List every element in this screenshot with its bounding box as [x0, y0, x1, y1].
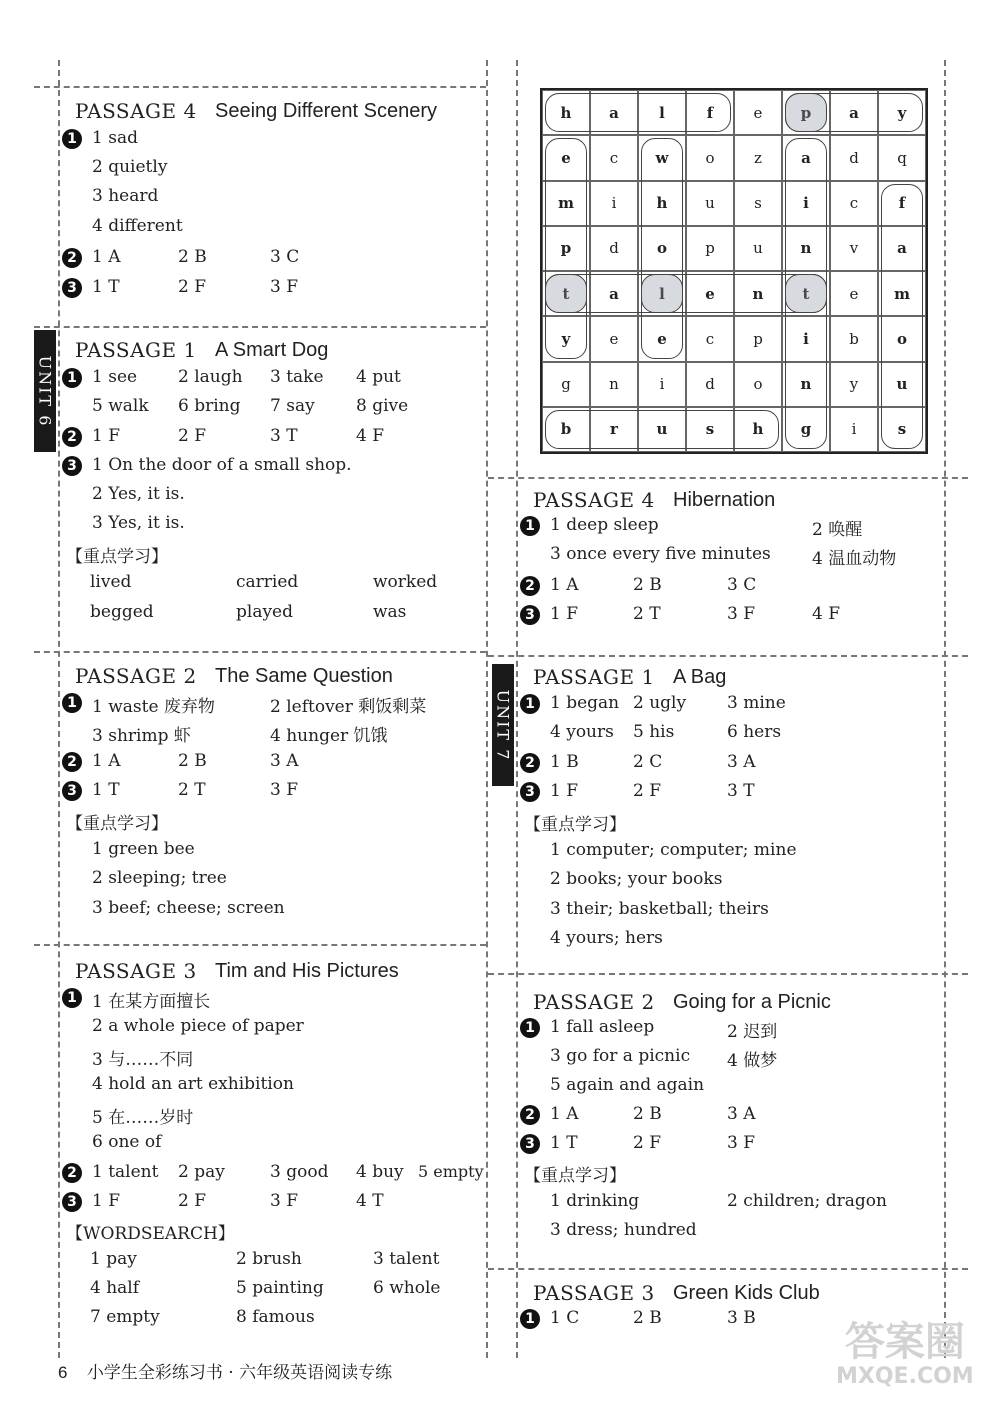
grid-cell: o [638, 226, 686, 271]
section-3-marker: 3 [62, 781, 82, 801]
divider [34, 86, 486, 88]
answer: 2 C [633, 752, 663, 772]
answer: 3 F [270, 780, 299, 800]
answer: 2 F [633, 1133, 662, 1153]
grid-cell: h [638, 181, 686, 226]
answer: 7 say [270, 396, 315, 416]
answer: 3 dress; hundred [550, 1220, 697, 1240]
section-2-marker: 2 [62, 752, 82, 772]
passage-title: A Bag [673, 666, 727, 688]
answer: 1 A [92, 751, 121, 771]
grid-cell: r [590, 407, 638, 452]
grid-cell: u [686, 181, 734, 226]
answer: 2 B [633, 1308, 662, 1328]
answer: 1 pay [90, 1249, 137, 1269]
passage-title: Green Kids Club [673, 1282, 820, 1304]
answer: 3 C [727, 575, 757, 595]
grid-cell: e [830, 271, 878, 316]
answer: 1 T [92, 780, 120, 800]
grid-cell: a [590, 90, 638, 135]
answer: 4 做梦 [727, 1051, 778, 1071]
grid-cell: p [782, 90, 830, 135]
grid-cell: g [782, 407, 830, 452]
grid-cell: d [590, 226, 638, 271]
section-1-marker: 1 [520, 694, 540, 714]
answer: 2 sleeping; tree [92, 868, 227, 888]
grid-cell: c [686, 316, 734, 361]
grid-cell: s [878, 407, 926, 452]
grid-cell: b [542, 407, 590, 452]
answer: 2 迟到 [727, 1022, 778, 1042]
answer: 2 a whole piece of paper [92, 1016, 304, 1036]
answer: 4 hold an art exhibition [92, 1074, 294, 1094]
answer: 1 F [550, 781, 579, 801]
answer: 3 B [727, 1308, 756, 1328]
answer: 2 B [178, 247, 207, 267]
grid-cell: m [542, 181, 590, 226]
answer: 3 C [270, 247, 300, 267]
answer: 1 green bee [92, 839, 195, 859]
grid-cell: v [830, 226, 878, 271]
answer: 3 go for a picnic [550, 1046, 691, 1066]
section-2-marker: 2 [62, 1163, 82, 1183]
answer: 4 F [356, 426, 385, 446]
answer: 6 one of [92, 1132, 162, 1152]
section-1-marker: 1 [520, 1018, 540, 1038]
passage-number: PASSAGE 4 [533, 488, 655, 512]
answer: 1 sad [92, 128, 138, 148]
section-2-marker: 2 [62, 427, 82, 447]
passage-title: Seeing Different Scenery [215, 100, 437, 122]
answer: 2 T [633, 604, 661, 624]
section-2-marker: 2 [62, 248, 82, 268]
section-1-marker: 1 [62, 693, 82, 713]
answer: 1 drinking [550, 1191, 640, 1211]
answer: 3 mine [727, 693, 786, 713]
grid-cell: p [542, 226, 590, 271]
unit-7-tab [492, 664, 514, 786]
answer: 1 deep sleep [550, 515, 659, 535]
grid-cell: l [638, 271, 686, 316]
grid-cell: t [782, 271, 830, 316]
divider [34, 326, 486, 328]
grid-cell: i [638, 362, 686, 407]
grid-cell: n [734, 271, 782, 316]
grid-cell: a [590, 271, 638, 316]
grid-cell: i [782, 181, 830, 226]
watermark-logo: 答案圈 [844, 1319, 965, 1365]
answer: 3 beef; cheese; screen [92, 898, 285, 918]
answer: 2 brush [236, 1249, 302, 1269]
grid-cell: n [782, 226, 830, 271]
grid-cell: e [590, 316, 638, 361]
answer: 1 see [92, 367, 138, 387]
answer: 3 F [727, 1133, 756, 1153]
section-3-marker: 3 [62, 1192, 82, 1212]
answer: 1 On the door of a small shop. [92, 455, 352, 475]
answer: 1 A [92, 247, 121, 267]
grid-cell: q [878, 135, 926, 180]
passage-number: PASSAGE 1 [533, 665, 655, 689]
grid-cell: h [734, 407, 782, 452]
section-2-marker: 2 [520, 1105, 540, 1125]
key-points-heading: 【重点学习】 [524, 815, 626, 835]
answer: 7 empty [90, 1307, 160, 1327]
grid-cell: f [686, 90, 734, 135]
passage-heading [75, 99, 437, 123]
grid-cell: w [638, 135, 686, 180]
answer: 1 computer; computer; mine [550, 840, 797, 860]
answer: played [236, 602, 294, 622]
passage-heading [533, 488, 776, 512]
passage-heading [533, 665, 727, 689]
section-1-marker: 1 [62, 988, 82, 1008]
answer: 1 began [550, 693, 620, 713]
grid-cell: n [590, 362, 638, 407]
grid-cell: e [734, 90, 782, 135]
answer: 4 buy [356, 1162, 404, 1182]
divider [34, 651, 486, 653]
passage-heading [75, 664, 393, 688]
section-3-marker: 3 [520, 1134, 540, 1154]
passage-number: PASSAGE 2 [75, 664, 197, 688]
answer: 4 yours [550, 722, 614, 742]
grid-cell: i [830, 407, 878, 452]
answer: worked [373, 572, 438, 592]
answer: 6 whole [373, 1278, 441, 1298]
answer: 2 唤醒 [812, 520, 863, 540]
grid-cell: e [542, 135, 590, 180]
grid-cell: u [638, 407, 686, 452]
grid-cell: i [590, 181, 638, 226]
section-1-marker: 1 [62, 129, 82, 149]
grid-cell: p [686, 226, 734, 271]
answer: carried [236, 572, 299, 592]
section-2-marker: 2 [520, 753, 540, 773]
answer: 3 take [270, 367, 324, 387]
passage-title: Going for a Picnic [673, 991, 831, 1013]
section-3-marker: 3 [520, 605, 540, 625]
answer: was [373, 602, 407, 622]
passage-number: PASSAGE 2 [533, 990, 655, 1014]
answer: 4 put [356, 367, 401, 387]
passage-heading [533, 1281, 820, 1305]
answer: 3 good [270, 1162, 329, 1182]
answer: 6 hers [727, 722, 782, 742]
answer: 4 F [812, 604, 841, 624]
answer: 2 F [178, 426, 207, 446]
passage-number: PASSAGE 4 [75, 99, 197, 123]
answer: 3 talent [373, 1249, 440, 1269]
answer: 1 在某方面擅长 [92, 992, 211, 1012]
answer: 2 T [178, 780, 206, 800]
answer: 3 F [270, 1191, 299, 1211]
unit-6-label: UNIT 6 [35, 355, 55, 427]
key-points-heading: 【重点学习】 [66, 547, 168, 567]
answer: 2 B [178, 751, 207, 771]
divider [34, 944, 486, 946]
answer: 2 leftover 剩饭剩菜 [270, 697, 427, 717]
answer: 8 famous [236, 1307, 315, 1327]
unit-6-tab [34, 330, 56, 452]
grid-cell: g [542, 362, 590, 407]
answer: 1 C [550, 1308, 580, 1328]
grid-cell: h [542, 90, 590, 135]
answer: 2 F [633, 781, 662, 801]
grid-cell: n [782, 362, 830, 407]
answer: 1 fall asleep [550, 1017, 655, 1037]
answer: 1 T [92, 277, 120, 297]
answer: 1 waste 废弃物 [92, 697, 215, 717]
passage-number: PASSAGE 3 [75, 959, 197, 983]
answer: 1 talent [92, 1162, 159, 1182]
answer: 3 heard [92, 186, 159, 206]
grid-cell: a [830, 90, 878, 135]
divider [488, 973, 968, 975]
answer: 4 half [90, 1278, 140, 1298]
section-3-marker: 3 [520, 782, 540, 802]
answer: 2 laugh [178, 367, 243, 387]
grid-cell: s [686, 407, 734, 452]
page-number: 6 [58, 1363, 68, 1382]
divider [488, 477, 968, 479]
answer: 3 T [270, 426, 298, 446]
grid-cell: u [734, 226, 782, 271]
passage-heading [533, 990, 831, 1014]
left-column-border [58, 60, 60, 1358]
grid-cell: y [878, 90, 926, 135]
divider [488, 1268, 968, 1270]
passage-heading [75, 959, 399, 983]
divider [488, 655, 968, 657]
passage-heading [75, 338, 329, 362]
grid-cell: y [542, 316, 590, 361]
grid-cell: o [734, 362, 782, 407]
section-3-marker: 3 [62, 456, 82, 476]
passage-title: A Smart Dog [215, 339, 329, 361]
watermark-url: MXQE.COM [836, 1364, 974, 1389]
answer: 4 T [356, 1191, 384, 1211]
answer: 3 F [727, 604, 756, 624]
answer: 1 F [550, 604, 579, 624]
grid-cell: b [830, 316, 878, 361]
passage-number: PASSAGE 3 [533, 1281, 655, 1305]
answer: 3 once every five minutes [550, 544, 771, 564]
answer: 2 F [178, 277, 207, 297]
section-1-marker: 1 [62, 368, 82, 388]
grid-cell: u [878, 362, 926, 407]
answer: 3 Yes, it is. [92, 513, 185, 533]
grid-cell: e [686, 271, 734, 316]
answer: begged [90, 602, 154, 622]
grid-cell: d [830, 135, 878, 180]
grid-cell: a [878, 226, 926, 271]
answer: 1 B [550, 752, 579, 772]
grid-cell: o [686, 135, 734, 180]
answer: 5 his [633, 722, 675, 742]
page-footer [58, 1358, 392, 1383]
right-column-border [944, 60, 946, 1358]
answer: 4 different [92, 216, 183, 236]
answer: 3 T [727, 781, 755, 801]
answer: 1 T [550, 1133, 578, 1153]
grid-cell: y [830, 362, 878, 407]
grid-cell: i [782, 316, 830, 361]
answer: 5 empty [418, 1162, 484, 1181]
answer: 3 与……不同 [92, 1050, 194, 1070]
grid-cell: c [590, 135, 638, 180]
answer: 1 F [92, 426, 121, 446]
answer: 4 温血动物 [812, 549, 897, 569]
answer: 2 quietly [92, 157, 168, 177]
key-points-heading: 【重点学习】 [524, 1166, 626, 1186]
answer: 4 yours; hers [550, 928, 663, 948]
grid-cell: z [734, 135, 782, 180]
grid-cell: d [686, 362, 734, 407]
grid-cell: m [878, 271, 926, 316]
passage-title: Tim and His Pictures [215, 960, 399, 982]
answer: lived [90, 572, 132, 592]
answer: 2 children; dragon [727, 1191, 887, 1211]
answer: 8 give [356, 396, 409, 416]
answer: 3 F [270, 277, 299, 297]
answer: 2 books; your books [550, 869, 723, 889]
watermark [836, 1320, 974, 1390]
section-3-marker: 3 [62, 278, 82, 298]
grid-cell: s [734, 181, 782, 226]
answer: 5 walk [92, 396, 149, 416]
book-title: 小学生全彩练习书 · 六年级英语阅读专练 [86, 1363, 393, 1383]
answer: 3 A [727, 752, 756, 772]
passage-number: PASSAGE 1 [75, 338, 197, 362]
unit-7-label: UNIT 7 [493, 689, 513, 761]
section-2-marker: 2 [520, 576, 540, 596]
grid-cell: p [734, 316, 782, 361]
answer: 2 Yes, it is. [92, 484, 185, 504]
answer: 3 A [270, 751, 299, 771]
answer: 2 B [633, 1104, 662, 1124]
answer: 4 hunger 饥饿 [270, 726, 388, 746]
section-1-marker: 1 [520, 1309, 540, 1329]
grid-cell: e [638, 316, 686, 361]
passage-title: Hibernation [673, 489, 776, 511]
answer: 3 shrimp 虾 [92, 726, 191, 746]
wordsearch-heading: 【WORDSEARCH】 [66, 1224, 235, 1244]
answer: 2 B [633, 575, 662, 595]
answer: 1 A [550, 1104, 579, 1124]
answer: 2 ugly [633, 693, 687, 713]
grid-cell: f [878, 181, 926, 226]
answer: 1 A [550, 575, 579, 595]
grid-cell: o [878, 316, 926, 361]
grid-cell: c [830, 181, 878, 226]
answer: 6 bring [178, 396, 241, 416]
answer: 3 A [727, 1104, 756, 1124]
answer: 1 F [92, 1191, 121, 1211]
answer: 5 again and again [550, 1075, 705, 1095]
left-column-inner-border [486, 60, 488, 1358]
grid-cell: a [782, 135, 830, 180]
section-1-marker: 1 [520, 516, 540, 536]
grid-cell: l [638, 90, 686, 135]
answer: 3 their; basketball; theirs [550, 899, 769, 919]
answer: 2 F [178, 1191, 207, 1211]
key-points-heading: 【重点学习】 [66, 814, 168, 834]
grid-cell: t [542, 271, 590, 316]
right-column-inner-border [516, 60, 518, 1358]
answer: 2 pay [178, 1162, 225, 1182]
passage-title: The Same Question [215, 665, 393, 687]
answer: 5 painting [236, 1278, 324, 1298]
wordsearch-grid [540, 88, 928, 454]
answer: 5 在……岁时 [92, 1108, 194, 1128]
